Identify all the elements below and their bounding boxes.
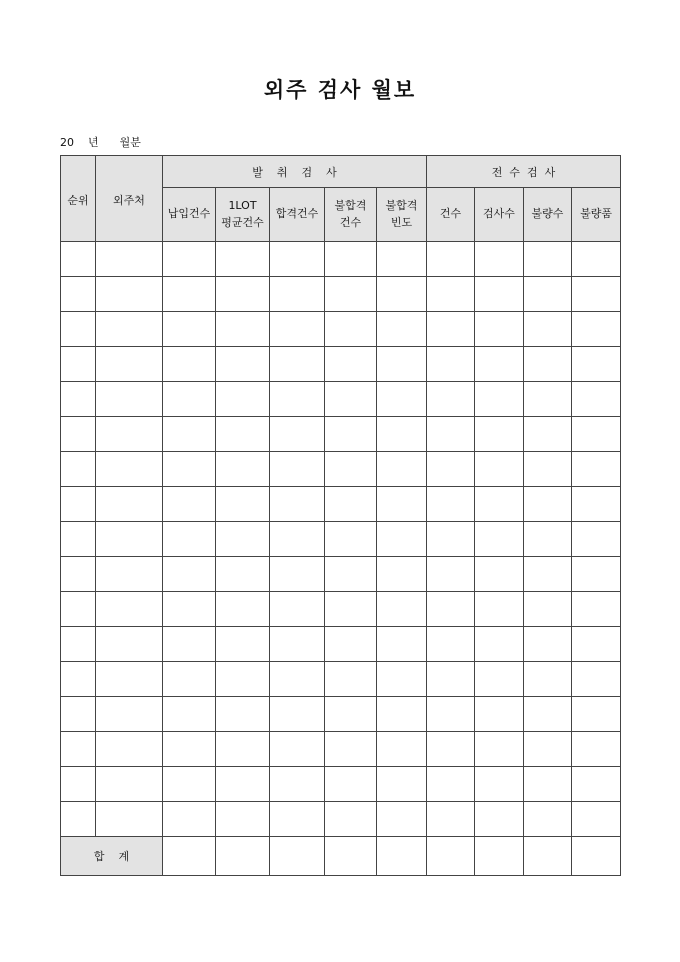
full-inspection-header: 전 수 검 사 xyxy=(427,156,621,188)
table-cell[interactable] xyxy=(163,347,216,382)
column-header: 검사수 xyxy=(475,188,524,242)
table-cell[interactable] xyxy=(270,452,325,487)
table-cell[interactable] xyxy=(96,312,163,347)
table-cell[interactable] xyxy=(61,732,96,767)
table-row xyxy=(61,522,621,557)
table-cell[interactable] xyxy=(427,767,475,802)
table-cell[interactable] xyxy=(475,522,524,557)
table-row xyxy=(61,662,621,697)
table-cell[interactable] xyxy=(572,347,621,382)
total-cell[interactable] xyxy=(475,837,524,876)
table-cell[interactable] xyxy=(475,802,524,837)
table-cell[interactable] xyxy=(163,452,216,487)
table-cell[interactable] xyxy=(163,522,216,557)
table-cell[interactable] xyxy=(427,277,475,312)
table-cell[interactable] xyxy=(524,312,572,347)
table-cell[interactable] xyxy=(61,697,96,732)
table-cell[interactable] xyxy=(163,312,216,347)
table-cell[interactable] xyxy=(325,312,377,347)
table-cell[interactable] xyxy=(325,277,377,312)
table-cell[interactable] xyxy=(61,522,96,557)
table-cell[interactable] xyxy=(216,732,270,767)
table-cell[interactable] xyxy=(475,417,524,452)
table-cell[interactable] xyxy=(524,382,572,417)
table-cell[interactable] xyxy=(163,767,216,802)
table-cell[interactable] xyxy=(61,277,96,312)
table-cell[interactable] xyxy=(61,417,96,452)
table-cell[interactable] xyxy=(163,662,216,697)
table-row xyxy=(61,767,621,802)
table-cell[interactable] xyxy=(524,277,572,312)
vendor-header: 외주처 xyxy=(96,156,163,242)
column-header: 1LOT 평균건수 xyxy=(216,188,270,242)
table-cell[interactable] xyxy=(572,417,621,452)
document-title: 외주 검사 월보 xyxy=(263,77,417,102)
table-cell[interactable] xyxy=(325,382,377,417)
column-header: 불합격 빈도 xyxy=(377,188,427,242)
table-cell[interactable] xyxy=(475,592,524,627)
table-cell[interactable] xyxy=(270,277,325,312)
table-cell[interactable] xyxy=(96,662,163,697)
total-cell[interactable] xyxy=(377,837,427,876)
table-row xyxy=(61,697,621,732)
table-cell[interactable] xyxy=(61,592,96,627)
table-cell[interactable] xyxy=(377,557,427,592)
table-cell[interactable] xyxy=(163,802,216,837)
table-cell[interactable] xyxy=(96,417,163,452)
table-cell[interactable] xyxy=(216,627,270,662)
table-cell[interactable] xyxy=(325,732,377,767)
table-cell[interactable] xyxy=(524,347,572,382)
table-cell[interactable] xyxy=(325,802,377,837)
table-cell[interactable] xyxy=(96,522,163,557)
table-cell[interactable] xyxy=(61,312,96,347)
table-cell[interactable] xyxy=(216,417,270,452)
table-cell[interactable] xyxy=(325,767,377,802)
table-cell[interactable] xyxy=(524,452,572,487)
table-cell[interactable] xyxy=(61,382,96,417)
table-cell[interactable] xyxy=(475,557,524,592)
total-cell[interactable] xyxy=(163,837,216,876)
table-cell[interactable] xyxy=(524,522,572,557)
report-period: 20 년 월분 xyxy=(60,136,141,149)
table-cell[interactable] xyxy=(524,487,572,522)
table-cell[interactable] xyxy=(475,767,524,802)
table-cell[interactable] xyxy=(572,592,621,627)
table-cell[interactable] xyxy=(524,627,572,662)
table-cell[interactable] xyxy=(96,487,163,522)
table-cell[interactable] xyxy=(427,487,475,522)
table-cell[interactable] xyxy=(216,347,270,382)
table-cell[interactable] xyxy=(163,732,216,767)
table-cell[interactable] xyxy=(96,347,163,382)
table-cell[interactable] xyxy=(163,417,216,452)
table-cell[interactable] xyxy=(377,312,427,347)
inspection-table xyxy=(60,155,621,876)
table-cell[interactable] xyxy=(475,382,524,417)
table-cell[interactable] xyxy=(96,242,163,277)
table-cell[interactable] xyxy=(216,802,270,837)
table-cell[interactable] xyxy=(325,662,377,697)
table-cell[interactable] xyxy=(427,592,475,627)
table-cell[interactable] xyxy=(270,697,325,732)
table-cell[interactable] xyxy=(325,452,377,487)
rank-header: 순위 xyxy=(61,156,96,242)
table-cell[interactable] xyxy=(270,767,325,802)
column-header: 불합격 건수 xyxy=(325,188,377,242)
table-cell[interactable] xyxy=(163,487,216,522)
table-cell[interactable] xyxy=(270,732,325,767)
table-cell[interactable] xyxy=(96,627,163,662)
table-cell[interactable] xyxy=(216,242,270,277)
table-cell[interactable] xyxy=(427,732,475,767)
table-cell[interactable] xyxy=(524,417,572,452)
table-cell[interactable] xyxy=(572,277,621,312)
table-cell[interactable] xyxy=(524,802,572,837)
table-cell[interactable] xyxy=(216,557,270,592)
table-cell[interactable] xyxy=(524,732,572,767)
table-cell[interactable] xyxy=(572,382,621,417)
table-cell[interactable] xyxy=(163,627,216,662)
table-cell[interactable] xyxy=(270,382,325,417)
table-cell[interactable] xyxy=(427,802,475,837)
table-cell[interactable] xyxy=(475,697,524,732)
table-cell[interactable] xyxy=(61,242,96,277)
table-cell[interactable] xyxy=(270,627,325,662)
table-cell[interactable] xyxy=(270,802,325,837)
total-cell[interactable] xyxy=(216,837,270,876)
table-cell[interactable] xyxy=(325,522,377,557)
table-cell[interactable] xyxy=(325,697,377,732)
table-cell[interactable] xyxy=(427,417,475,452)
column-header: 불량수 xyxy=(524,188,572,242)
table-cell[interactable] xyxy=(475,312,524,347)
table-cell[interactable] xyxy=(61,557,96,592)
table-row xyxy=(61,802,621,837)
table-cell[interactable] xyxy=(377,382,427,417)
table-cell[interactable] xyxy=(427,347,475,382)
table-row xyxy=(61,242,621,277)
table-cell[interactable] xyxy=(572,767,621,802)
table-cell[interactable] xyxy=(572,732,621,767)
table-cell[interactable] xyxy=(377,452,427,487)
table-cell[interactable] xyxy=(475,452,524,487)
table-cell[interactable] xyxy=(377,627,427,662)
table-cell[interactable] xyxy=(572,662,621,697)
table-cell[interactable] xyxy=(572,487,621,522)
table-cell[interactable] xyxy=(216,522,270,557)
table-cell[interactable] xyxy=(572,522,621,557)
table-cell[interactable] xyxy=(427,697,475,732)
table-cell[interactable] xyxy=(216,312,270,347)
table-cell[interactable] xyxy=(163,242,216,277)
table-cell[interactable] xyxy=(377,347,427,382)
table-cell[interactable] xyxy=(377,242,427,277)
table-cell[interactable] xyxy=(163,382,216,417)
table-cell[interactable] xyxy=(270,592,325,627)
table-cell[interactable] xyxy=(377,662,427,697)
table-cell[interactable] xyxy=(216,767,270,802)
table-cell[interactable] xyxy=(524,662,572,697)
table-cell[interactable] xyxy=(270,312,325,347)
table-cell[interactable] xyxy=(377,592,427,627)
column-header: 합격건수 xyxy=(270,188,325,242)
table-cell[interactable] xyxy=(475,277,524,312)
total-cell[interactable] xyxy=(524,837,572,876)
table-cell[interactable] xyxy=(61,487,96,522)
table-cell[interactable] xyxy=(163,592,216,627)
total-cell[interactable] xyxy=(572,837,621,876)
table-cell[interactable] xyxy=(96,767,163,802)
total-cell[interactable] xyxy=(325,837,377,876)
table-cell[interactable] xyxy=(270,522,325,557)
table-cell[interactable] xyxy=(377,487,427,522)
table-cell[interactable] xyxy=(572,557,621,592)
table-cell[interactable] xyxy=(96,452,163,487)
table-row xyxy=(61,557,621,592)
table-cell[interactable] xyxy=(96,557,163,592)
table-row xyxy=(61,382,621,417)
table-cell[interactable] xyxy=(96,802,163,837)
table-cell[interactable] xyxy=(475,732,524,767)
table-cell[interactable] xyxy=(216,697,270,732)
table-row xyxy=(61,627,621,662)
table-cell[interactable] xyxy=(524,697,572,732)
table-cell[interactable] xyxy=(270,417,325,452)
total-cell[interactable] xyxy=(427,837,475,876)
table-cell[interactable] xyxy=(325,557,377,592)
table-cell[interactable] xyxy=(475,627,524,662)
table-cell[interactable] xyxy=(325,347,377,382)
table-cell[interactable] xyxy=(475,242,524,277)
table-cell[interactable] xyxy=(61,767,96,802)
table-cell[interactable] xyxy=(377,767,427,802)
table-cell[interactable] xyxy=(61,347,96,382)
table-row xyxy=(61,732,621,767)
table-row xyxy=(61,487,621,522)
table-cell[interactable] xyxy=(325,592,377,627)
table-cell[interactable] xyxy=(61,802,96,837)
total-label: 합 계 xyxy=(61,837,163,876)
column-header: 불량품 xyxy=(572,188,621,242)
table-cell[interactable] xyxy=(325,242,377,277)
table-cell[interactable] xyxy=(427,382,475,417)
table-cell[interactable] xyxy=(572,697,621,732)
table-row xyxy=(61,347,621,382)
total-cell[interactable] xyxy=(270,837,325,876)
table-cell[interactable] xyxy=(163,277,216,312)
table-cell[interactable] xyxy=(377,802,427,837)
table-row xyxy=(61,592,621,627)
table-row xyxy=(61,417,621,452)
table-cell[interactable] xyxy=(325,627,377,662)
table-cell[interactable] xyxy=(572,627,621,662)
table-cell[interactable] xyxy=(61,662,96,697)
table-cell[interactable] xyxy=(61,452,96,487)
column-header: 건수 xyxy=(427,188,475,242)
table-cell[interactable] xyxy=(377,522,427,557)
table-cell[interactable] xyxy=(427,627,475,662)
table-cell[interactable] xyxy=(96,732,163,767)
column-header: 납입건수 xyxy=(163,188,216,242)
table-cell[interactable] xyxy=(96,592,163,627)
table-cell[interactable] xyxy=(163,557,216,592)
table-cell[interactable] xyxy=(270,662,325,697)
table-cell[interactable] xyxy=(61,627,96,662)
table-cell[interactable] xyxy=(216,452,270,487)
table-cell[interactable] xyxy=(96,382,163,417)
table-cell[interactable] xyxy=(216,662,270,697)
table-cell[interactable] xyxy=(524,767,572,802)
table-cell[interactable] xyxy=(524,557,572,592)
table-cell[interactable] xyxy=(427,312,475,347)
table-cell[interactable] xyxy=(325,487,377,522)
table-cell[interactable] xyxy=(163,697,216,732)
table-cell[interactable] xyxy=(216,277,270,312)
table-cell[interactable] xyxy=(572,802,621,837)
table-cell[interactable] xyxy=(572,242,621,277)
table-cell[interactable] xyxy=(475,487,524,522)
table-cell[interactable] xyxy=(377,417,427,452)
table-cell[interactable] xyxy=(377,697,427,732)
table-cell[interactable] xyxy=(524,592,572,627)
table-cell[interactable] xyxy=(572,452,621,487)
table-cell[interactable] xyxy=(216,487,270,522)
table-cell[interactable] xyxy=(377,277,427,312)
table-cell[interactable] xyxy=(325,417,377,452)
table-cell[interactable] xyxy=(427,452,475,487)
total-row xyxy=(61,837,621,876)
table-cell[interactable] xyxy=(475,662,524,697)
table-cell[interactable] xyxy=(270,242,325,277)
table-cell[interactable] xyxy=(96,697,163,732)
table-body xyxy=(61,242,621,837)
table-cell[interactable] xyxy=(427,522,475,557)
table-row xyxy=(61,452,621,487)
table-row xyxy=(61,312,621,347)
table-cell[interactable] xyxy=(475,347,524,382)
table-cell[interactable] xyxy=(96,277,163,312)
sampling-inspection-header: 발 취 검 사 xyxy=(163,156,427,188)
table-cell[interactable] xyxy=(427,242,475,277)
table-cell[interactable] xyxy=(270,347,325,382)
table-cell[interactable] xyxy=(377,732,427,767)
table-cell[interactable] xyxy=(270,487,325,522)
table-cell[interactable] xyxy=(427,662,475,697)
table-cell[interactable] xyxy=(216,592,270,627)
table-cell[interactable] xyxy=(427,557,475,592)
table-row xyxy=(61,277,621,312)
table-cell[interactable] xyxy=(216,382,270,417)
table-cell[interactable] xyxy=(572,312,621,347)
table-cell[interactable] xyxy=(270,557,325,592)
table-cell[interactable] xyxy=(524,242,572,277)
